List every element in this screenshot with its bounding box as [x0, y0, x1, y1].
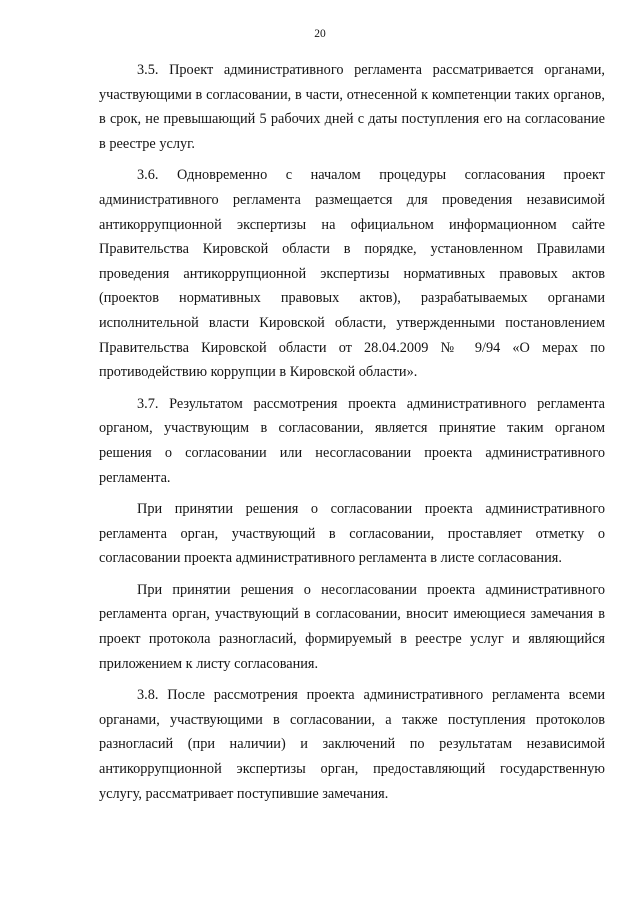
paragraph-3-7: 3.7. Результатом рассмотрения проекта административного регламента органом, участвующим в согласовании, является принятие таким органом решения о согласовании или несогласовании проекта административного регламента. — [99, 395, 605, 486]
paragraph-3-8: 3.8. После рассмотрения проекта административного регламента всеми органами, участвующими в согласовании, а также поступления протоколов разногласий (при наличии) и заключений по результатам независимой антикоррупционной экспертизы орган, предоставляющий государственную услугу, рассматривает поступившие замечания. — [99, 687, 605, 802]
page-number: 20 — [314, 28, 326, 40]
document-body — [99, 58, 605, 806]
paragraph-approval-decision: При принятии решения о согласовании проекта административного регламента орган, участвующий в согласовании, проставляет отметку о согласовании проекта административного регламента в листе согласования. — [99, 501, 605, 567]
paragraph-disapproval-decision: При принятии решения о несогласовании проекта административного регламента орган, участвующий в согласовании, вносит имеющиеся замечания в проект протокола разногласий, формируемый в реестре услуг и являющийся приложением к листу согласования. — [99, 581, 605, 672]
paragraph-3-5: 3.5. Проект административного регламента рассматривается органами, участвующими в согласовании, в части, отнесенной к компетенции таких органов, в срок, не превышающий 5 рабочих дней с даты поступления его на согласование в реестре услуг. — [99, 62, 605, 152]
paragraph-3-6: 3.6. Одновременно с началом процедуры согласования проект административного регламента размещается для проведения независимой антикоррупционной экспертизы на официальном информационном сайте Правительства Кировской области в порядке, установленном Правилами проведения антикоррупционной экспертизы нормативных правовых актов (проектов нормативных правовых актов), разрабатываемых органами исполнительной власти Кировской области, утвержденными постановлением Правительства Кировской области от 28.04.2009 № 9/94 «О мерах по противодействию коррупции в Кировской области». — [99, 167, 605, 381]
